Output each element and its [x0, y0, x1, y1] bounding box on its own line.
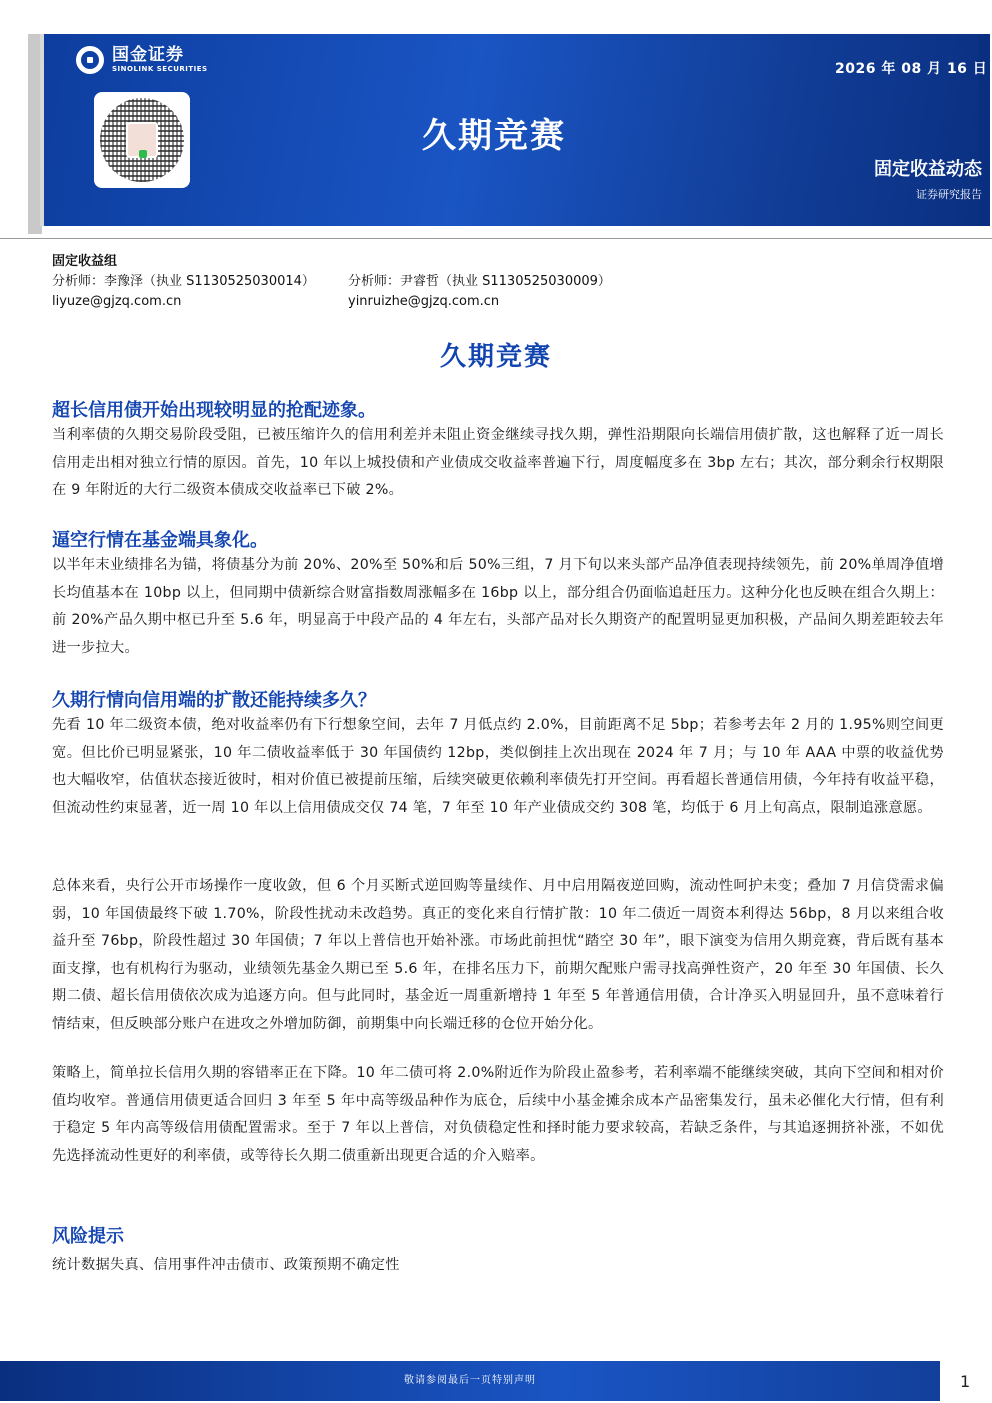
- section-1-paragraph: 当利率债的久期交易阶段受阻，已被压缩许久的信用利差并未阻止资金继续寻找久期，弹性沿期限向长端信用债扩散，这也解释了近一周长信用走出相对独立行情的原因。首先，10 年以上城投债和产业债成交收益率普遍下行，周度幅度多在 3bp 左右；其次，部分剩余行权期限在 9 年附近的大行二级资本债成交收益率已下破 2%。: [52, 427, 944, 498]
- analyst-1: 分析师：李豫泽（执业 S1130525030014）: [52, 274, 315, 289]
- analyst-2-email[interactable]: yinruizhe@gjzq.com.cn: [348, 294, 500, 309]
- email-row: [52, 292, 611, 312]
- qr-code: [94, 92, 190, 188]
- section-2-paragraph: 以半年末业绩排名为锚，将债基分为前 20%、20%至 50%和后 50%三组，7 月下旬以来头部产品净值表现持续领先，前 20%单周净值增长均值基本在 10bp 以上，但同期中债新综合财富指数周涨幅多在 16bp 以上，部分组合仍面临追赶压力。这种分化也反映在组合久期上：前 20%产品久期中枢已升至 5.6 年，明显高于中段产品的 4 年左右，头部产品对长久期资产的配置明显更加积极，产品间久期差距较去年进一步拉大。: [52, 557, 944, 656]
- analyst-row: [52, 272, 611, 292]
- section-heading-2: 逼空行情在基金端具象化。: [52, 530, 268, 551]
- qr-code-icon: [100, 98, 184, 182]
- qr-center-logo-icon: [126, 122, 158, 158]
- report-subtype: 证券研究报告: [916, 188, 982, 201]
- header-divider: [0, 238, 992, 239]
- logo-name-en: SINOLINK SECURITIES: [112, 65, 208, 73]
- banner-title: 久期竞赛: [422, 116, 566, 156]
- section-3-paragraph-3: 策略上，简单拉长信用久期的容错率正在下降。10 年二债可将 2.0%附近作为阶段止盈参考，若利率端不能继续突破，其向下空间和相对价值均收窄。普通信用债更适合回归 3 年至 5 年中高等级品种作为底仓，后续中小基金摊余成本产品密集发行，虽未必催化大行情，但有利于稳定 5 年内高等级信用债配置需求。至于 7 年以上普信，对负债稳定性和择时能力要求较高，若缺乏条件，与其追逐拥挤补涨，不如优先选择流动性更好的利率债，或等待长久期二债重新出现更合适的介入赔率。: [52, 1065, 944, 1164]
- section-heading-3: 久期行情向信用端的扩散还能持续多久？: [52, 690, 376, 711]
- report-date: 2026 年 08 月 16 日: [835, 61, 988, 77]
- section-heading-risk: 风险提示: [52, 1226, 124, 1247]
- section-3-paragraph-2: 总体来看，央行公开市场操作一度收敛，但 6 个月买断式逆回购等量续作、月中启用隔夜逆回购，流动性呵护未变；叠加 7 月信贷需求偏弱，10 年国债最终下破 1.70%，阶段性扰动未改趋势。真正的变化来自行情扩散：10 年二债近一周资本利得达 56bp，8 月以来组合收益升至 76bp，阶段性超过 30 年国债；7 年以上普信也开始补涨。市场此前担忧“踏空 30 年”，眼下演变为信用久期竞赛，背后既有基本面支撑，也有机构行为驱动，业绩领先基金久期已至 5.6 年，在排名压力下，前期欠配账户需寻找高弹性资产，20 年至 30 年国债、长久期二债、超长信用债依次成为追逐方向。但与此同时，基金近一周重新增持 1 年至 5 年普通信用债，合计净买入明显回升，虽不意味着行情结束，但反映部分账户在进攻之外增加防御，前期集中向长端迁移的仓位开始分化。: [52, 878, 944, 1032]
- company-logo: [76, 46, 208, 74]
- document-title: 久期竞赛: [439, 342, 552, 372]
- analyst-2: 分析师：尹睿哲（执业 S1130525030009）: [348, 274, 611, 289]
- page-number: 1: [960, 1372, 971, 1391]
- section-3-paragraph-1: 先看 10 年二级资本债，绝对收益率仍有下行想象空间，去年 7 月低点约 2.0%，目前距离不足 5bp；若参考去年 2 月的 1.95%则空间更宽。但比价已明显紧张，10 年二债收益率低于 30 年国债约 12bp，类似倒挂上次出现在 2024 年 7 月；与 10 年 AAA 中票的收益优势也大幅收窄，估值状态接近彼时，相对价值已被提前压缩，后续突破更依赖利率债先打开空间。再看超长普通信用债，今年持有收益平稳，但流动性约束显著，近一周 10 年以上信用债成交仅 74 笔，7 年至 10 年产业债成交约 308 笔，均低于 6 月上旬高点，限制追涨意愿。: [52, 717, 944, 816]
- report-type: 固定收益动态: [874, 159, 982, 180]
- logo-text: [112, 46, 208, 74]
- section-heading-1: 超长信用债开始出现较明显的抢配迹象。: [52, 400, 376, 421]
- logo-name-cn: 国金证券: [112, 45, 184, 65]
- author-block: [52, 252, 611, 312]
- risk-paragraph: 统计数据失真、信用事件冲击债市、政策预期不确定性: [52, 1257, 400, 1273]
- analyst-1-email[interactable]: liyuze@gjzq.com.cn: [52, 294, 182, 309]
- research-group: 固定收益组: [52, 254, 118, 269]
- footer-disclaimer: 敬请参阅最后一页特别声明: [0, 1361, 940, 1401]
- logo-icon: [76, 46, 104, 74]
